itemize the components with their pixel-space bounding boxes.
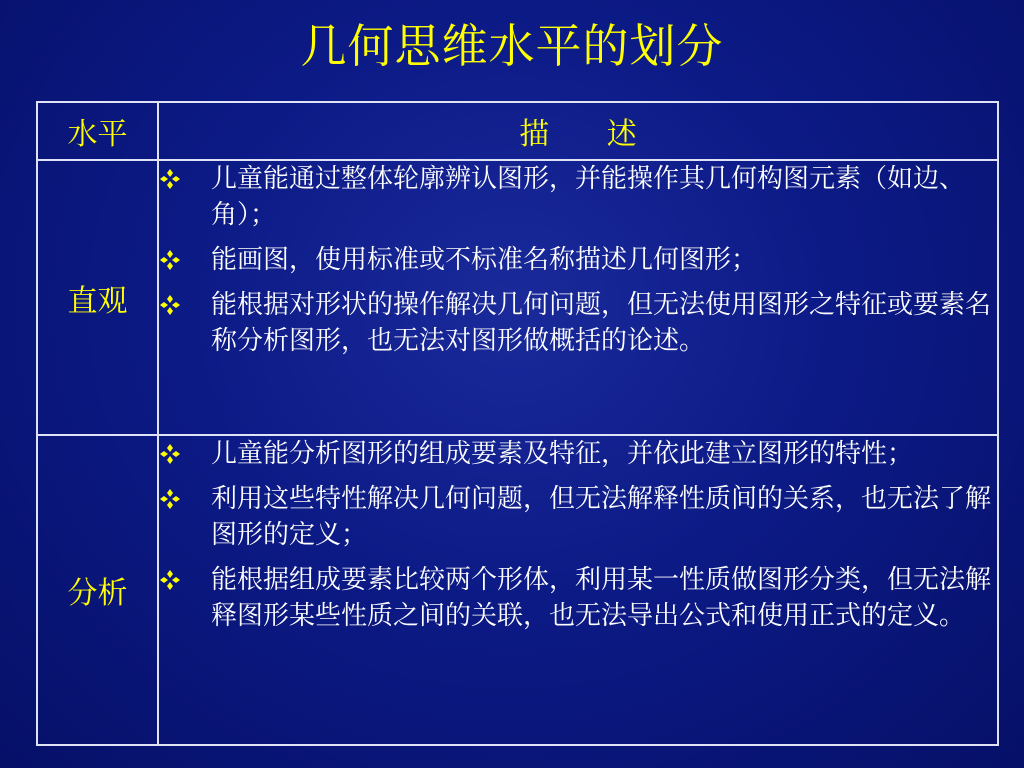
four-diamond-bullet-icon: [159, 488, 181, 510]
table-row: [37, 160, 998, 435]
list-item: [159, 242, 997, 278]
list-item: [159, 481, 997, 553]
table-header-row: [37, 102, 998, 160]
list-item: [159, 562, 997, 634]
list-item-text: 能根据组成要素比较两个形体，利用某一性质做图形分类，但无法解释图形某些性质之间的关联，也无法导出公式和使用正式的定义。: [211, 565, 992, 631]
four-diamond-bullet-icon: [159, 443, 181, 465]
description-list: [159, 161, 997, 359]
list-item: [159, 161, 997, 233]
level-cell: 分析: [37, 435, 158, 745]
four-diamond-bullet-icon: [159, 294, 181, 316]
list-item-text: 儿童能通过整体轮廓辨认图形，并能操作其几何构图元素（如边、角）；: [211, 164, 966, 230]
description-cell: [158, 160, 998, 435]
list-item-text: 儿童能分析图形的组成要素及特征，并依此建立图形的特性；: [211, 439, 914, 469]
slide-title: 几何思维水平的划分: [300, 19, 724, 73]
header-level: [37, 102, 158, 160]
level-cell: 直观: [37, 160, 158, 435]
four-diamond-bullet-icon: [159, 249, 181, 271]
levels-table: [36, 101, 999, 746]
description-cell: [158, 435, 998, 745]
list-item-text: 能根据对形状的操作解决几何问题，但无法使用图形之特征或要素名称分析图形，也无法对图形做概括的论述。: [211, 290, 992, 356]
four-diamond-bullet-icon: [159, 168, 181, 190]
four-diamond-bullet-icon: [159, 569, 181, 591]
list-item-text: 能画图，使用标准或不标准名称描述几何图形；: [211, 245, 758, 275]
list-item: [159, 436, 997, 472]
list-item: [159, 287, 997, 359]
header-description-label: 描 述: [519, 117, 661, 152]
list-item-text: 利用这些特性解决几何问题，但无法解释性质间的关系，也无法了解图形的定义；: [211, 484, 992, 550]
header-description: [158, 102, 998, 160]
description-list: [159, 436, 997, 634]
table-row: [37, 435, 998, 745]
header-level-label: 水平: [67, 117, 128, 152]
